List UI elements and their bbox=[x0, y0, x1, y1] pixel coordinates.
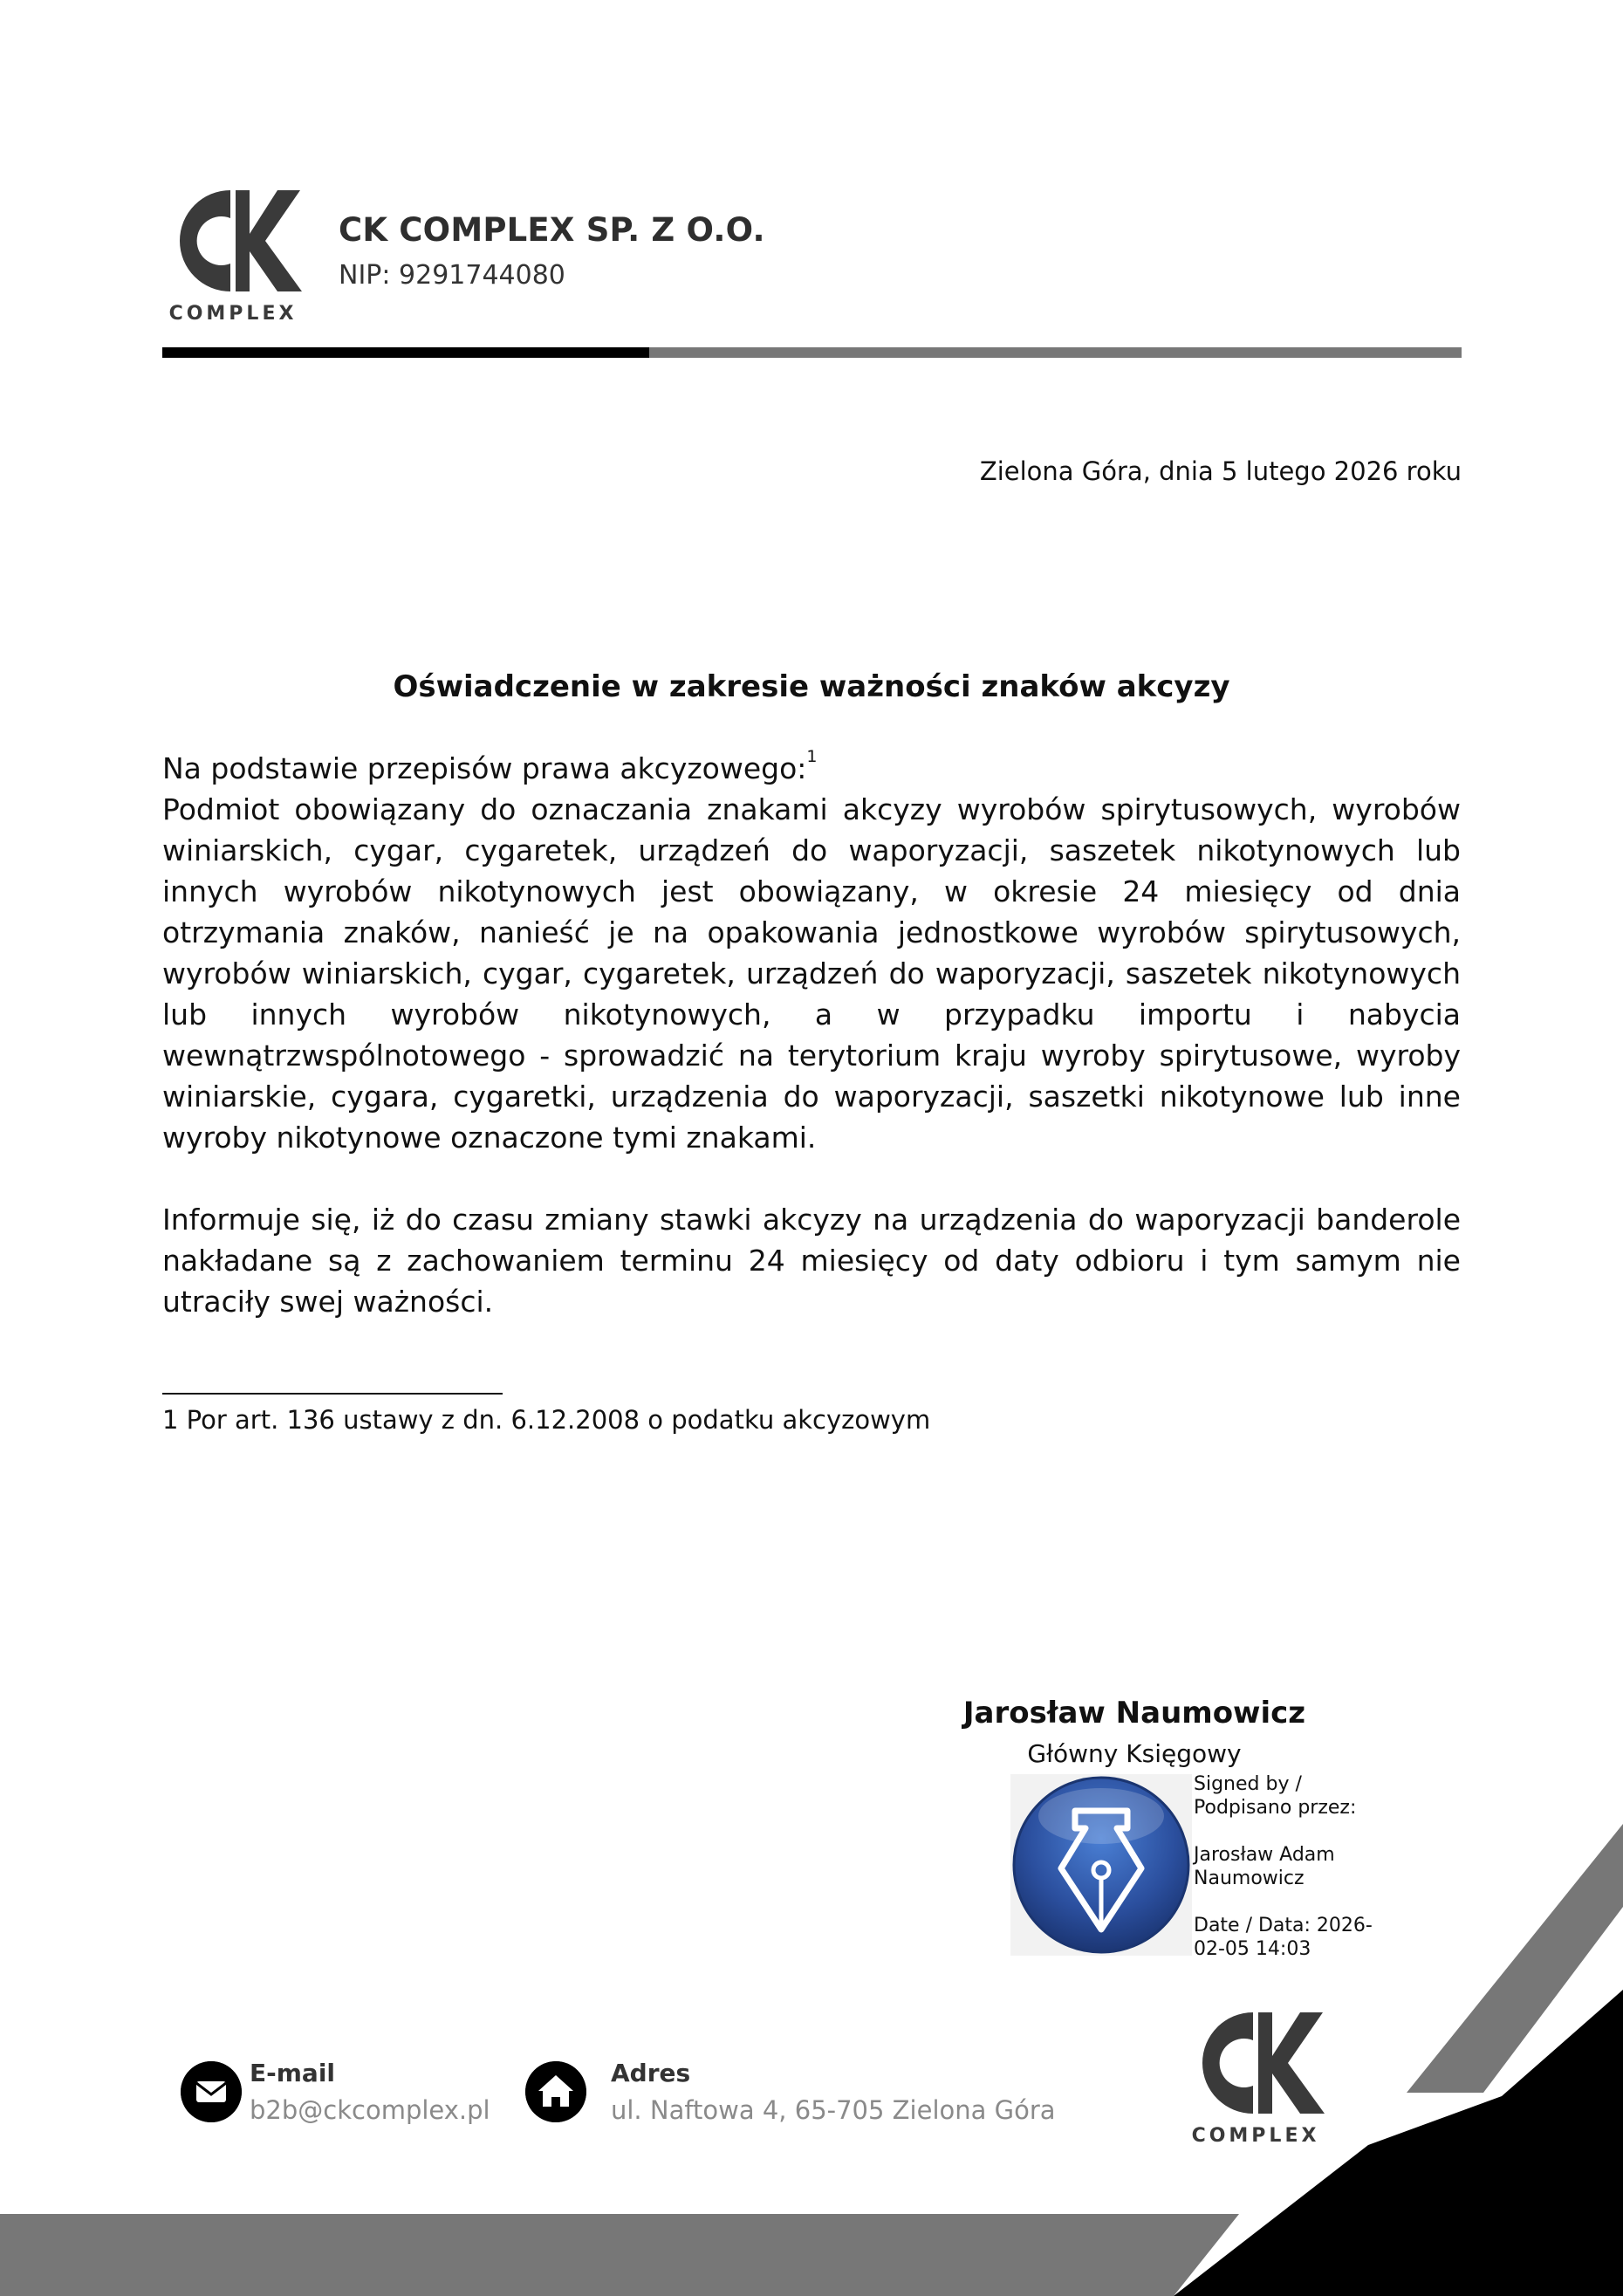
signature-line: Jarosław Adam bbox=[1194, 1844, 1335, 1866]
home-icon bbox=[525, 2061, 586, 2122]
signature-pen-icon bbox=[1010, 1774, 1192, 1956]
corner-black-wedge bbox=[1174, 2145, 1623, 2296]
email-label: E-mail bbox=[250, 2059, 336, 2087]
signature-line: Naumowicz bbox=[1194, 1868, 1305, 1889]
document-title: Oświadczenie w zakresie ważności znaków akcyzy bbox=[393, 669, 1230, 704]
signature-line: Signed by / bbox=[1194, 1773, 1302, 1795]
signature-line: Podpisano przez: bbox=[1194, 1797, 1357, 1819]
company-name: CK COMPLEX SP. Z O.O. bbox=[339, 211, 765, 249]
intro-text: Na podstawie przepisów prawa akcyzowego: bbox=[162, 751, 807, 785]
logo-text: COMPLEX bbox=[168, 303, 298, 323]
footer-grey-band bbox=[0, 2214, 1239, 2296]
intro-line bbox=[162, 748, 1461, 789]
company-nip: NIP: 9291744080 bbox=[339, 260, 565, 291]
corner-black-upper bbox=[1368, 1990, 1623, 2145]
signature-line bbox=[1194, 1820, 1373, 1843]
footnote-divider bbox=[162, 1393, 503, 1395]
envelope-icon bbox=[181, 2061, 242, 2122]
footer-logo-text: COMPLEX bbox=[1191, 2125, 1320, 2145]
header-rule-grey bbox=[649, 347, 1462, 358]
signature-line bbox=[1194, 1890, 1373, 1914]
footer-logo bbox=[1185, 2005, 1326, 2145]
signature-details bbox=[1194, 1772, 1373, 1961]
address-label: Adres bbox=[611, 2059, 691, 2087]
footnote-marker: 1 bbox=[806, 747, 818, 766]
paragraph-1: Podmiot obowiązany do oznaczania znakami akcyzy wyrobów spirytusowych, wyrobów winiarskich, cygar, cygaretek, urządzeń do waporyzacji, saszetek nikotynowych lub innych wyrobów nikotynowych jest obowiązany, w okresie 24 miesięcy od dnia otrzymania znaków, nanieść je na opakowania jednostkowe wyrobów spirytusowych, wyrobów winiarskich, cygar, cygaretek, urządzeń do waporyzacji, saszetek nikotynowych lub innych wyrobów nikotynowych, a w przypadku importu i nabycia wewnątrzwspólnotowego - sprowadzić na terytorium kraju wyroby spirytusowe, wyroby winiarskie, cygara, cygaretki, urządzenia do waporyzacji, saszetki nikotynowe lub inne wyroby nikotynowe oznaczone tymi znakami. bbox=[162, 792, 1461, 1155]
address-value: ul. Naftowa 4, 65-705 Zielona Góra bbox=[611, 2095, 1056, 2125]
footnote: 1 Por art. 136 ustawy z dn. 6.12.2008 o podatku akcyzowym bbox=[162, 1405, 931, 1435]
corner-grey-stripe bbox=[1407, 1824, 1623, 2093]
header-rule-dark bbox=[162, 347, 649, 358]
company-logo bbox=[162, 183, 304, 323]
signer-name: Jarosław Naumowicz bbox=[962, 1696, 1306, 1731]
signature-line: Date / Data: 2026- bbox=[1194, 1915, 1373, 1936]
paragraph-2: Informuje się, iż do czasu zmiany stawki akcyzy na urządzenia do waporyzacji banderole nakładane są z zachowaniem terminu 24 miesięcy od daty odbioru i tym samym nie utraciły swej ważności. bbox=[162, 1203, 1461, 1319]
signer-role: Główny Księgowy bbox=[1027, 1739, 1242, 1768]
document-date: Zielona Góra, dnia 5 lutego 2026 roku bbox=[979, 456, 1462, 486]
signature-line: 02-05 14:03 bbox=[1194, 1938, 1311, 1960]
email-value[interactable]: b2b@ckcomplex.pl bbox=[250, 2095, 490, 2125]
